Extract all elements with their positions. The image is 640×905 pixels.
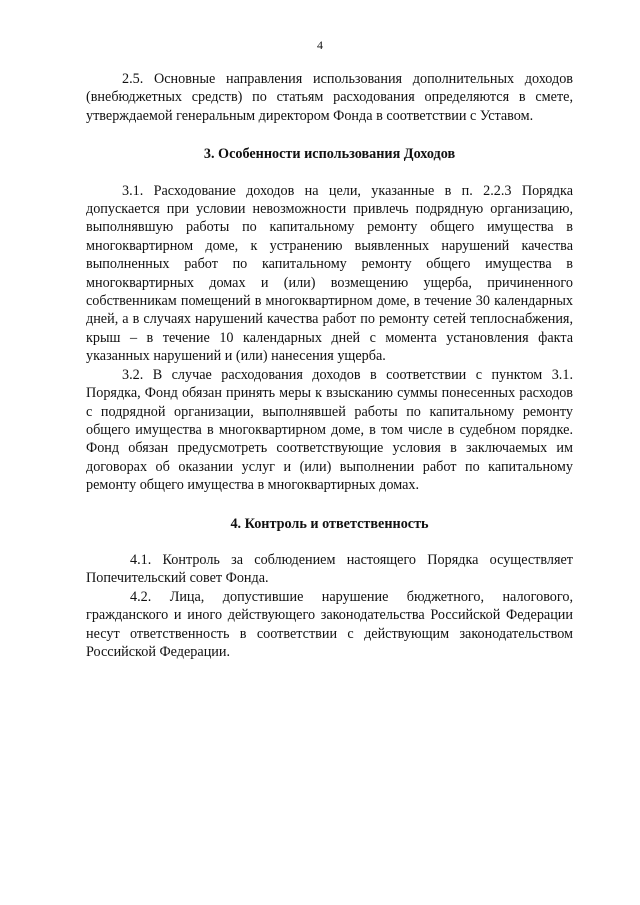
paragraph-3-2: 3.2. В случае расходования доходов в соответствии с пунктом 3.1. Порядка, Фонд обязан принять меры к взысканию суммы понесенных расходов с подрядной организации, выполнявшей работы по капитальному ремонту общего имущества в многоквартирном доме, в том числе в судебном порядке. Фонд обязан предусмотреть соответствующие условия в заключаемых им договорах об оказании услуг и (или) выполнении работ по капитальному ремонту общего имущества в многоквартирных домах.	[86, 366, 573, 494]
paragraph-2-5: 2.5. Основные направления использования дополнительных доходов (внебюджетных средств) по статьям расходования определяются в смете, утверждаемой генеральным директором Фонда в соответствии с Уставом.	[86, 71, 573, 124]
spacer	[86, 495, 573, 515]
section-4-heading: 4. Контроль и ответственность	[230, 515, 429, 532]
spacer	[86, 533, 573, 551]
spacer	[86, 164, 573, 182]
spacer	[86, 125, 573, 145]
page-number: 4	[317, 38, 323, 52]
document-body	[86, 70, 573, 661]
paragraph-4-2: 4.2. Лица, допустившие нарушение бюджетного, налогового, гражданского и иного действующего законодательства Российской Федерации несут ответственность в соответствии с действующим законодательством Российской Федерации.	[86, 588, 573, 660]
paragraph-3-1: 3.1. Расходование доходов на цели, указанные в п. 2.2.3 Порядка допускается при условии невозможности привлечь подрядную организацию, выполнявшую работы по капитальному ремонту общего имущества в многоквартирном доме, к устранению выявленных нарушений качества выполненных работ по капитальному ремонту общего имущества в многоквартирных домах и (или) возмещению ущерба, причиненного собственникам помещений в многоквартирном доме, в течение 30 календарных дней, а в случаях нарушений качества работ по ремонту сетей теплоснабжения, крыш – в течение 10 календарных дней с момента установления факта указанных нарушений и (или) нанесения ущерба.	[86, 182, 573, 365]
paragraph-4-1: 4.1. Контроль за соблюдением настоящего Порядка осуществляет Попечительский совет Фонда.	[86, 551, 573, 587]
section-3-heading: 3. Особенности использования Доходов	[203, 146, 456, 163]
